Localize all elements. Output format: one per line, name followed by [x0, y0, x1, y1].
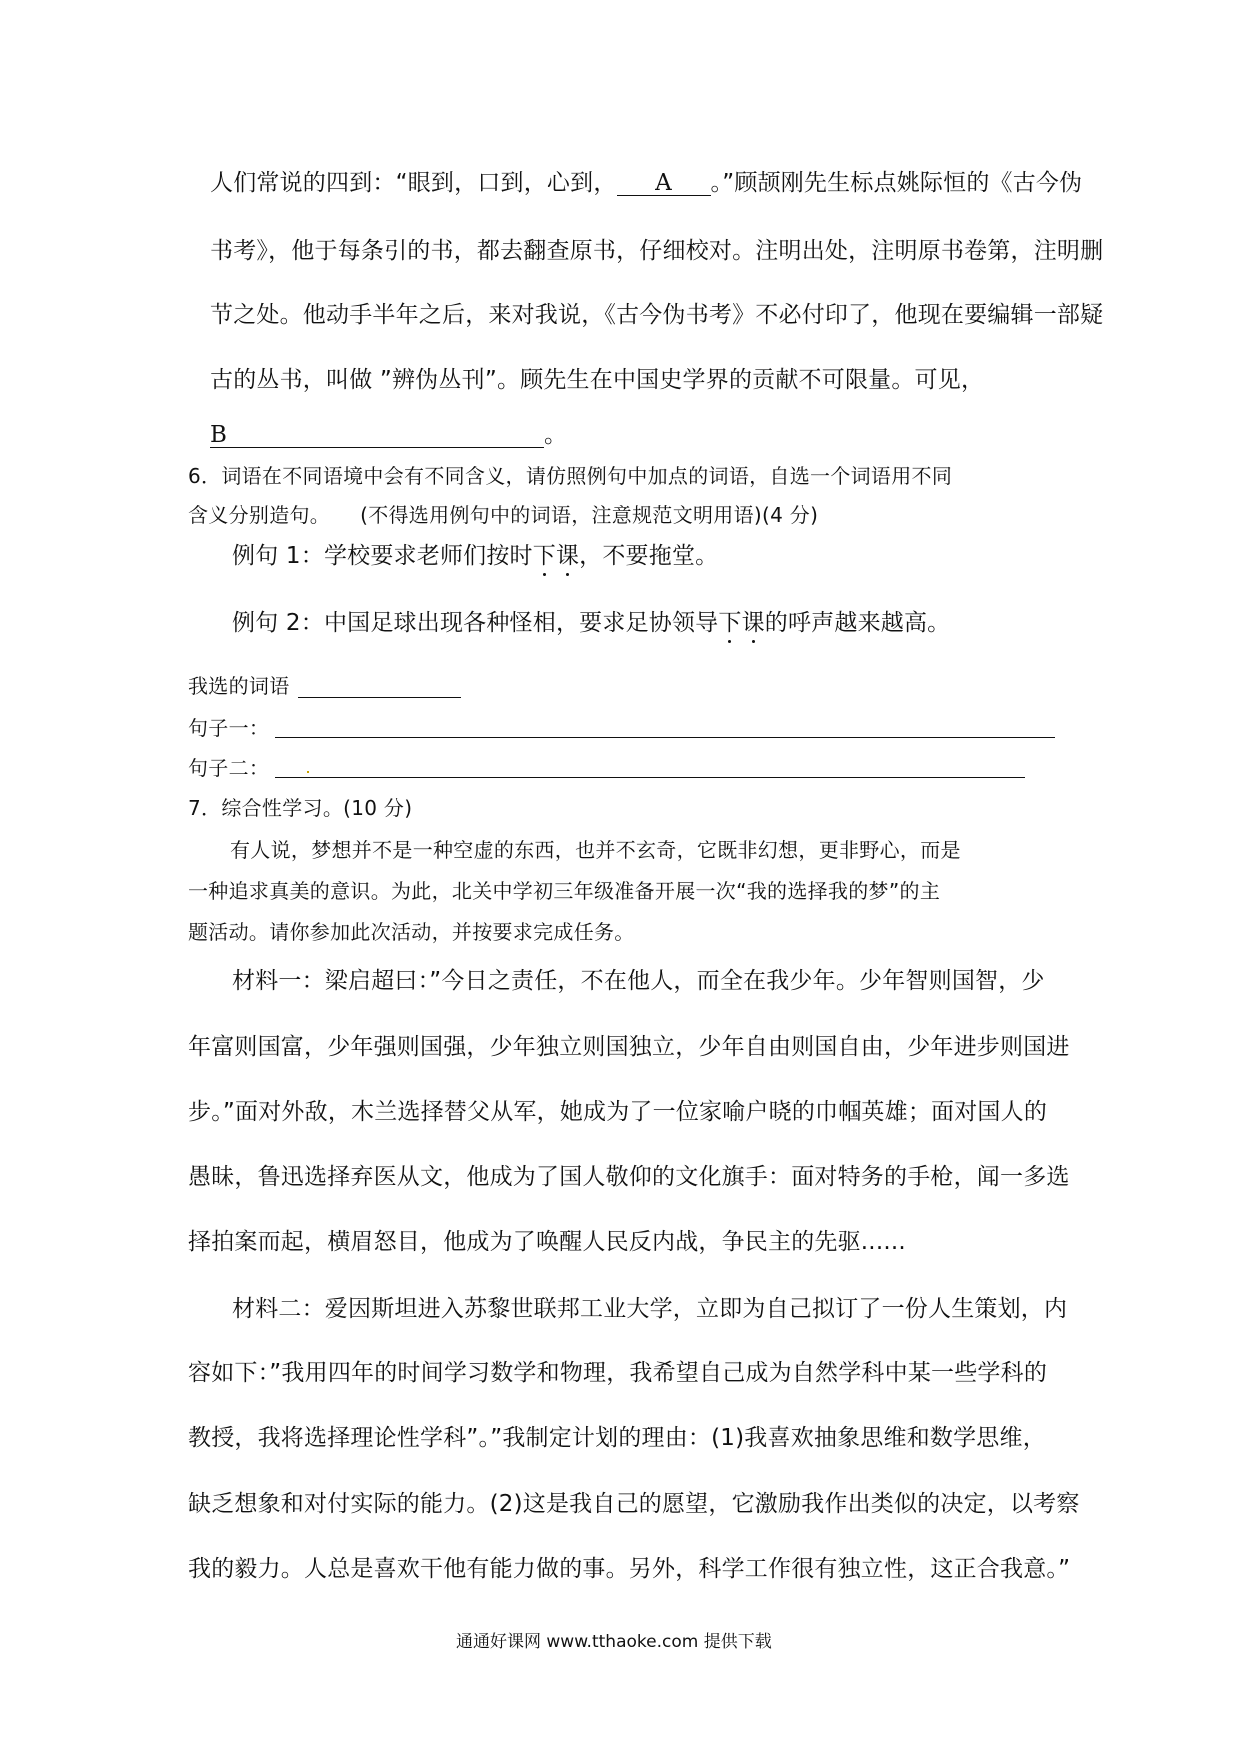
material-2-line-1: 材料二：爱因斯坦进入苏黎世联邦工业大学，立即为自己拟订了一份人生策划，内 — [232, 1296, 1068, 1322]
passage-text: 人们常说的四到：“眼到，口到，心到， — [210, 170, 617, 196]
passage-text: 。”顾颉刚先生标点姚际恒的《古今伪 — [710, 170, 1083, 196]
material-1-line-2: 年富则国富，少年强则国强，少年独立则国独立，少年自由则国自由，少年进步则国进 — [188, 1034, 1070, 1060]
passage-line-2: 书考》，他于每条引的书，都去翻查原书，仔细校对。注明出处，注明原书卷第，注明删 — [210, 238, 1104, 264]
q7-intro-line-2: 一种追求真美的意识。为此，北关中学初三年级准备开展一次“我的选择我的梦”的主 — [188, 879, 941, 903]
sentence-2-answer-line[interactable] — [275, 777, 1025, 778]
dotted-char: 课 — [555, 543, 580, 569]
q6-prompt-text: 含义分别造句。 — [188, 503, 331, 527]
sentence-2-label: 句子二： — [188, 756, 270, 780]
passage-line-4: 古的丛书，叫做 ”辨伪丛刊”。顾先生在中国史学界的贡献不可限量。可见， — [210, 367, 985, 393]
blank-b-label: B — [210, 422, 228, 448]
chosen-word-label: 我选的词语 — [188, 674, 290, 698]
material-1-line-1: 材料一：梁启超曰：”今日之责任，不在他人，而全在我少年。少年智则国智，少 — [232, 968, 1045, 994]
blank-b — [210, 424, 544, 448]
material-2-line-4: 缺乏想象和对付实际的能力。(2)这是我自己的愿望，它激励我作出类似的决定，以考察 — [188, 1491, 1080, 1517]
material-2-line-2: 容如下：”我用四年的时间学习数学和物理，我希望自己成为自然学科中某一些学科的 — [188, 1360, 1048, 1386]
q6-prompt-line-1: 6．词语在不同语境中会有不同含义，请仿照例句中加点的词语，自选一个词语用不同 — [188, 464, 953, 488]
example-text: 例句 1：学校要求老师们按时 — [232, 543, 533, 569]
dotted-char: 下 — [532, 543, 556, 569]
chosen-word-answer-line[interactable] — [298, 697, 461, 698]
blank-a — [617, 172, 711, 196]
q7-title: 7．综合性学习。(10 分) — [188, 796, 413, 820]
q7-intro-line-1: 有人说，梦想并不是一种空虚的东西，也并不玄奇，它既非幻想，更非野心，而是 — [230, 838, 961, 862]
material-2-line-5: 我的毅力。人总是喜欢干他有能力做的事。另外，科学工作很有独立性，这正合我意。” — [188, 1556, 1071, 1582]
q6-requirement: (不得选用例句中的词语，注意规范文明用语)(4 分) — [360, 503, 819, 527]
ink-speck — [307, 771, 309, 773]
dotted-char: 课 — [741, 610, 765, 636]
material-2-line-3: 教授，我将选择理论性学科”。”我制定计划的理由：(1)我喜欢抽象思维和数学思维， — [188, 1425, 1046, 1451]
example-text: ，不要拖堂。 — [579, 543, 719, 569]
q6-prompt-line-2 — [188, 505, 818, 525]
blank-a-label: A — [655, 170, 672, 196]
footer-credit: 通通好课网 www.tthaoke.com 提供下载 — [456, 1632, 772, 1652]
passage-line-5 — [210, 424, 567, 448]
passage-line-3: 节之处。他动手半年之后，来对我说，《古今伪书考》不必付印了，他现在要编辑一部疑 — [210, 302, 1104, 328]
material-1-line-4: 愚昧，鲁迅选择弃医从文，他成为了国人敬仰的文化旗手：面对特务的手枪，闻一多选 — [188, 1164, 1070, 1190]
example-text: 的呼声越来越高。 — [764, 610, 951, 636]
passage-line-1 — [210, 172, 1082, 196]
material-1-line-3: 步。”面对外敌，木兰选择替父从军，她成为了一位家喻户晓的巾帼英雄；面对国人的 — [188, 1099, 1048, 1125]
material-1-line-5: 择拍案而起，横眉怒目，他成为了唤醒人民反内战，争民主的先驱...... — [188, 1229, 906, 1255]
dotted-char: 下 — [718, 610, 742, 636]
q6-example-1 — [232, 545, 718, 568]
example-text: 例句 2：中国足球出现各种怪相，要求足协领导 — [232, 610, 719, 636]
sentence-1-answer-line[interactable] — [275, 737, 1055, 738]
sentence-1-label: 句子一： — [188, 716, 270, 740]
q7-intro-line-3: 题活动。请你参加此次活动，并按要求完成任务。 — [188, 920, 635, 944]
q6-example-2 — [232, 612, 950, 635]
passage-text: 。 — [544, 422, 568, 448]
